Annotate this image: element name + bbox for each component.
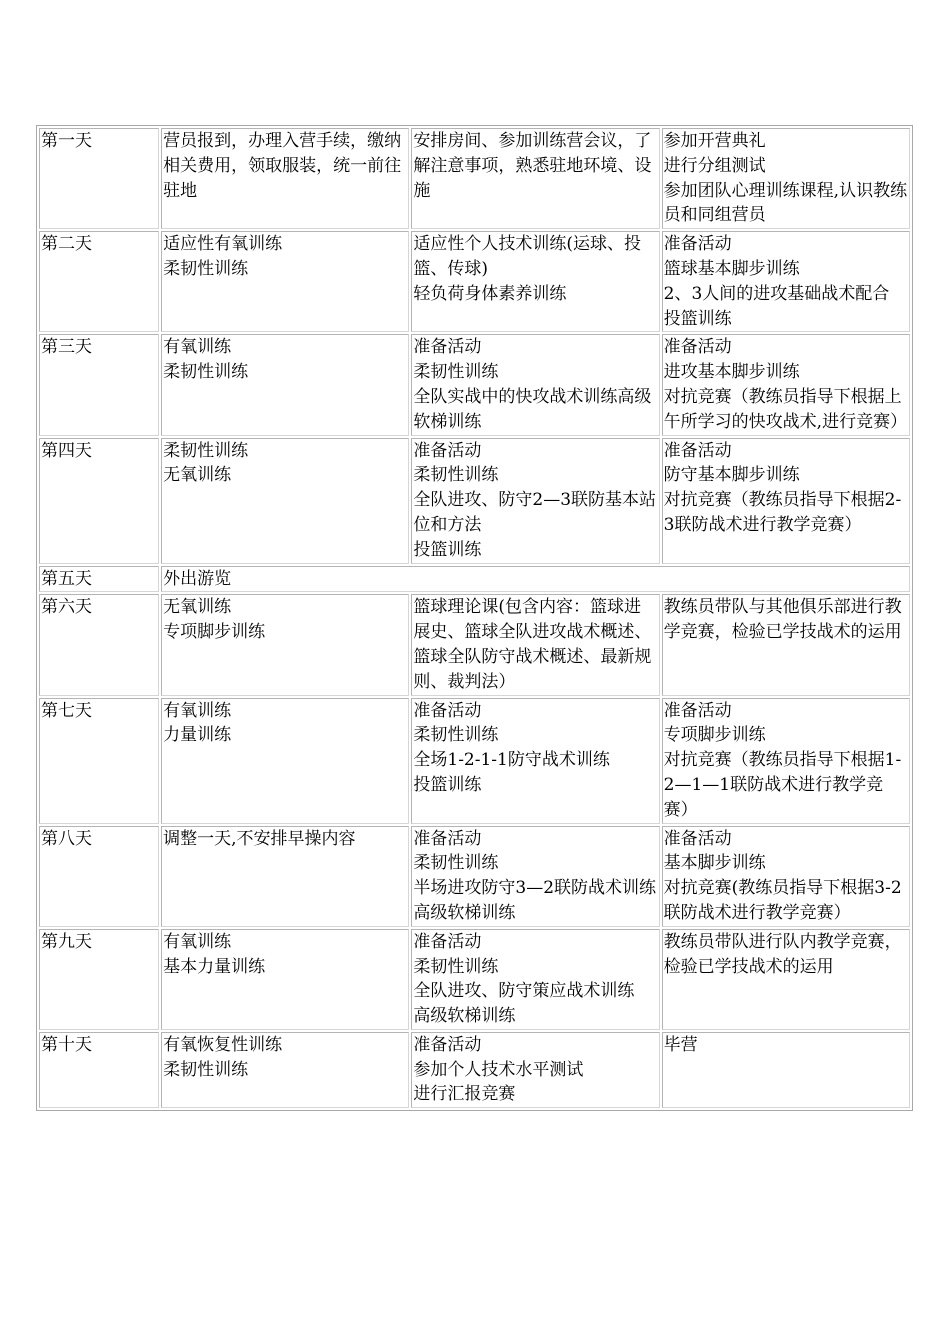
activity-line: 2、3人间的进攻基础战术配合 — [663, 283, 890, 304]
activity-line: 全队进攻、防守2—3联防基本站位和方法 — [413, 490, 657, 535]
table-row — [39, 929, 910, 1030]
activity-cell-col2 — [411, 334, 659, 435]
activity-line: 对抗竞赛(教练员指导下根据3-2联防战术进行教学竞赛） — [663, 878, 902, 923]
activity-cell-col1 — [161, 231, 409, 332]
activity-line: 轻负荷身体素养训练 — [413, 283, 567, 304]
activity-line: 安排房间、参加训练营会议，了解注意事项，熟悉驻地环境、设施 — [413, 131, 652, 201]
activity-line: 准备活动 — [413, 828, 482, 849]
table-row — [39, 594, 910, 695]
activity-line: 进攻基本脚步训练 — [663, 362, 800, 383]
table-row — [39, 1032, 910, 1108]
activity-cell-col2 — [411, 128, 659, 229]
activity-line: 柔韧性训练 — [413, 956, 499, 977]
table-row — [39, 128, 910, 229]
activity-line: 准备活动 — [413, 440, 482, 461]
day-cell: 第八天 — [39, 826, 159, 927]
activity-line: 专项脚步训练 — [163, 622, 266, 643]
activity-line: 准备活动 — [663, 234, 732, 255]
activity-cell-col2 — [411, 1032, 659, 1108]
activity-line: 基本力量训练 — [163, 956, 266, 977]
activity-line: 全队实战中的快攻战术训练高级软梯训练 — [413, 386, 652, 432]
activity-line: 柔韧性训练 — [163, 258, 249, 279]
day-cell: 第九天 — [39, 929, 159, 1030]
activity-cell-col2 — [411, 929, 659, 1030]
activity-line: 投篮训练 — [663, 308, 732, 329]
activity-line: 适应性有氧训练 — [163, 234, 283, 255]
training-schedule-table — [36, 125, 913, 1111]
activity-line: 教练员带队进行队内教学竞赛，检验已学技战术的运用 — [663, 931, 902, 977]
activity-line: 基本脚步训练 — [663, 853, 766, 874]
activity-cell-col3 — [662, 1032, 910, 1108]
day-cell: 第二天 — [39, 231, 159, 332]
day-cell: 第四天 — [39, 438, 159, 564]
activity-cell-col1 — [161, 929, 409, 1030]
activity-cell-col3 — [662, 128, 910, 229]
activity-cell-col1 — [161, 826, 409, 927]
activity-line: 参加个人技术水平测试 — [413, 1059, 584, 1080]
activity-line: 柔韧性训练 — [163, 1059, 249, 1080]
activity-line: 有氧恢复性训练 — [163, 1034, 283, 1055]
activity-cell-col2 — [411, 594, 659, 695]
activity-cell-col1 — [161, 1032, 409, 1108]
activity-cell-col3 — [662, 231, 910, 332]
activity-line: 全场1-2-1-1防守战术训练 — [413, 750, 610, 771]
activity-line: 投篮训练 — [413, 539, 482, 560]
activity-line: 力量训练 — [163, 725, 232, 746]
activity-line: 柔韧性训练 — [163, 362, 249, 383]
activity-cell-col3 — [662, 826, 910, 927]
day-cell: 第五天 — [39, 566, 159, 593]
activity-cell-col2 — [411, 231, 659, 332]
day-cell: 第一天 — [39, 128, 159, 229]
activity-line: 高级软梯训练 — [413, 902, 516, 923]
activity-line: 柔韧性训练 — [413, 725, 499, 746]
table-row — [39, 231, 910, 332]
activity-cell-col1 — [161, 334, 409, 435]
activity-cell-col2 — [411, 826, 659, 927]
activity-cell-col3 — [662, 334, 910, 435]
table-row — [39, 566, 910, 593]
activity-line: 半场进攻防守3—2联防战术训练 — [413, 878, 657, 899]
activity-line: 有氧训练 — [163, 700, 232, 721]
table-row — [39, 698, 910, 824]
table-row — [39, 826, 910, 927]
day-cell: 第六天 — [39, 594, 159, 695]
table-row — [39, 334, 910, 435]
activity-cell-col3 — [662, 594, 910, 695]
activity-line: 进行汇报竞赛 — [413, 1084, 516, 1105]
merged-activity-cell: 外出游览 — [161, 566, 910, 593]
activity-line: 准备活动 — [413, 931, 482, 952]
activity-cell-col1 — [161, 128, 409, 229]
activity-cell-col2 — [411, 698, 659, 824]
table-row — [39, 438, 910, 564]
activity-cell-col3 — [662, 929, 910, 1030]
activity-line: 篮球基本脚步训练 — [663, 258, 800, 279]
activity-line: 准备活动 — [663, 700, 732, 721]
activity-line: 准备活动 — [413, 700, 482, 721]
activity-line: 柔韧性训练 — [413, 465, 499, 486]
activity-line: 准备活动 — [663, 828, 732, 849]
activity-line: 对抗竞赛（教练员指导下根据2-3联防战术进行教学竞赛） — [663, 490, 902, 535]
activity-line: 柔韧性训练 — [413, 853, 499, 874]
activity-line: 篮球理论课(包含内容：篮球进展史、篮球全队进攻战术概述、篮球全队防守战术概述、最新规则、裁判法） — [413, 597, 652, 692]
activity-line: 专项脚步训练 — [663, 725, 766, 746]
schedule-body — [39, 128, 910, 1108]
activity-cell-col3 — [662, 438, 910, 564]
activity-line: 参加团队心理训练课程,认识教练员和同组营员 — [663, 180, 908, 226]
activity-line: 准备活动 — [413, 337, 482, 358]
activity-line: 参加开营典礼 — [663, 131, 766, 151]
activity-line: 无氧训练 — [163, 465, 232, 486]
day-cell: 第七天 — [39, 698, 159, 824]
activity-cell-col2 — [411, 438, 659, 564]
activity-line: 进行分组测试 — [663, 155, 766, 176]
activity-cell-col1 — [161, 594, 409, 695]
activity-line: 全队进攻、防守策应战术训练 — [413, 981, 635, 1002]
activity-cell-col3 — [662, 698, 910, 824]
activity-line: 调整一天,不安排早操内容 — [163, 828, 356, 849]
activity-line: 准备活动 — [663, 337, 732, 358]
activity-line: 准备活动 — [663, 440, 732, 461]
activity-line: 有氧训练 — [163, 337, 232, 358]
activity-line: 适应性个人技术训练(运球、投篮、传球) — [413, 234, 642, 279]
activity-line: 柔韧性训练 — [163, 440, 249, 461]
activity-line: 教练员带队与其他俱乐部进行教学竞赛，检验已学技战术的运用 — [663, 597, 902, 643]
activity-line: 柔韧性训练 — [413, 362, 499, 383]
activity-cell-col1 — [161, 438, 409, 564]
activity-line: 营员报到，办理入营手续，缴纳相关费用，领取服装，统一前往驻地 — [163, 131, 402, 201]
activity-line: 有氧训练 — [163, 931, 232, 952]
activity-line: 防守基本脚步训练 — [663, 465, 800, 486]
activity-line: 无氧训练 — [163, 597, 232, 618]
activity-line: 高级软梯训练 — [413, 1006, 516, 1027]
activity-line: 毕营 — [663, 1034, 698, 1055]
day-cell: 第十天 — [39, 1032, 159, 1108]
activity-line: 投篮训练 — [413, 774, 482, 795]
activity-line: 准备活动 — [413, 1034, 482, 1055]
day-cell: 第三天 — [39, 334, 159, 435]
activity-line: 对抗竞赛（教练员指导下根据1-2—1—1联防战术进行教学竞赛） — [663, 750, 902, 820]
activity-line: 对抗竞赛（教练员指导下根据上午所学习的快攻战术,进行竞赛） — [663, 386, 908, 432]
activity-cell-col1 — [161, 698, 409, 824]
